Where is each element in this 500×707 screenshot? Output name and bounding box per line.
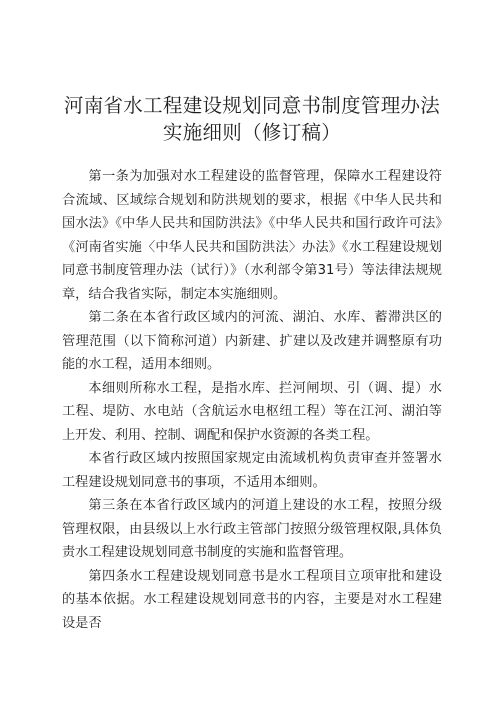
title-line-2: 实施细则（修订稿） <box>162 121 342 144</box>
document-title <box>62 92 442 146</box>
paragraph-water-project-definition: 本细则所称水工程，是指水库、拦河闸坝、引（调、提）水工程、堤防、水电站（含航运水电枢纽工程）等在江河、湖泊等上开发、利用、控制、调配和保护水资源的各类工程。 <box>62 380 442 443</box>
paragraph-exclusion: 本省行政区域内按照国家规定由流域机构负责审查并签署水工程建设规划同意书的事项，不适用本细则。 <box>62 451 442 490</box>
paragraph-article-1: 第一条为加强对水工程建设的监督管理，保障水工程建设符合流域、区域综合规划和防洪规划的要求，根据《中华人民共和国水法》《中华人民共和国防洪法》《中华人民共和国行政许可法》《河南省实施〈中华人民共和国防洪法〉办法》《水工程建设规划同意书制度管理办法（试行）》（水利部令第31号）等法律法规规章，结合我省实际，制定本实施细则。 <box>62 169 442 302</box>
paragraph-article-3: 第三条在本省行政区域内的河道上建设的水工程，按照分级管理权限，由县级以上水行政主管部门按照分级管理权限,具体负责水工程建设规划同意书制度的实施和监督管理。 <box>62 498 442 560</box>
title-line-1: 河南省水工程建设规划同意书制度管理办法 <box>63 94 441 117</box>
paragraph-article-2: 第二条在本省行政区域内的河流、湖泊、水库、蓄滞洪区的管理范围（以下简称河道）内新建、扩建以及改建并调整原有功能的水工程，适用本细则。 <box>62 310 442 372</box>
paragraph-article-4: 第四条水工程建设规划同意书是水工程项目立项审批和建设的基本依据。水工程建设规划同意书的内容，主要是对水工程建设是否 <box>62 568 442 631</box>
